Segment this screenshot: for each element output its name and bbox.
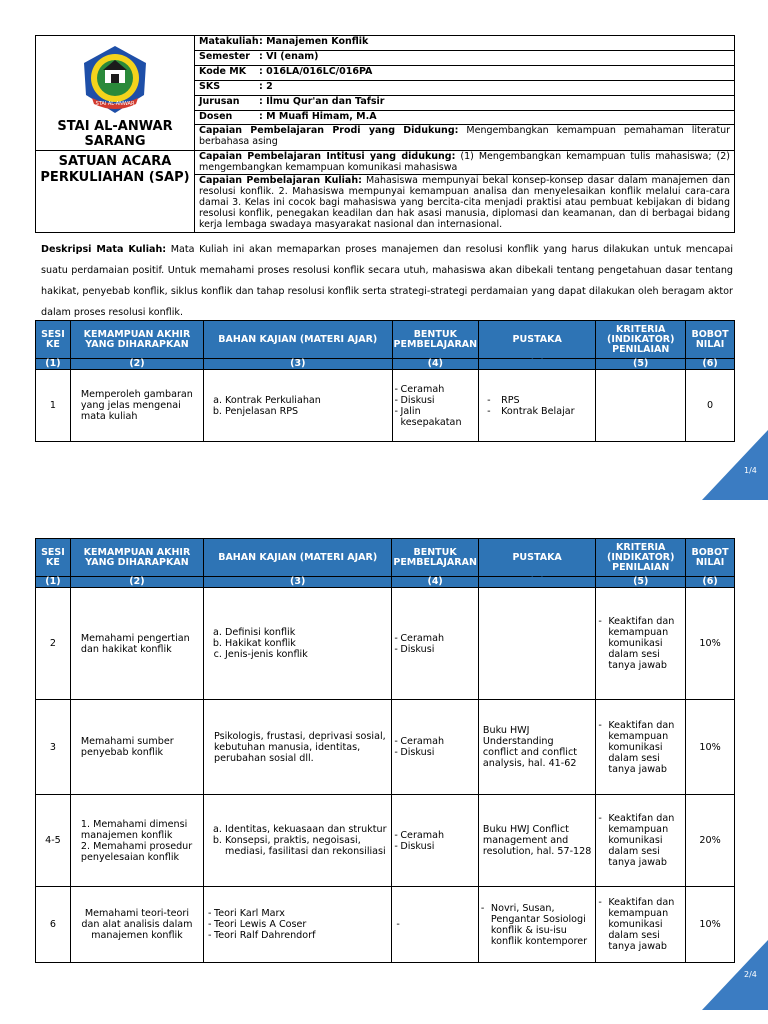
list-item: - Keaktifan dan kemampuan komunikasi dalam sesi tanya jawab <box>598 897 683 952</box>
kemampuan-cell <box>70 795 203 887</box>
col-num-2: (2) <box>70 577 203 588</box>
list-item: - Diskusi <box>394 841 476 852</box>
sesi-cell: 4-5 <box>36 795 71 887</box>
bobot-cell: 10% <box>686 700 735 795</box>
schedule-table-page1 <box>35 320 735 442</box>
col-num-1: (1) <box>36 577 71 588</box>
col-bobot: BOBOT NILAI <box>686 321 735 359</box>
bobot-cell: 20% <box>686 795 735 887</box>
table-row <box>36 700 735 795</box>
page-corner-2 <box>702 940 768 1010</box>
row-kode-mk <box>195 65 735 80</box>
dosen-label: Dosen <box>199 110 233 122</box>
sap-title: SATUAN ACARA PERKULIAHAN (SAP) <box>40 154 190 185</box>
col-num-4: (4) <box>392 577 479 588</box>
kemampuan-cell: Memahami pengertian dan hakikat konflik <box>70 588 203 700</box>
cp-institusi-text: (1) Mengembangkan kemampuan tulis mahasiswa; (2) mengembangkan kemampuan komunikasi mahasiswa <box>199 151 730 173</box>
cp-prodi-label: Capaian Pembelajaran Prodi yang Didukung: <box>199 125 459 137</box>
list-item: a. Definisi konflik <box>225 627 387 638</box>
kemampuan-cell: Memperoleh gambaran yang jelas mengenai mata kuliah <box>70 370 203 442</box>
semester-value: : VI (enam) <box>259 50 319 62</box>
row-sks <box>195 80 735 95</box>
bentuk-cell <box>392 588 479 700</box>
col-num-1: (1) <box>36 359 71 370</box>
sks-value: : 2 <box>259 80 273 92</box>
col-bentuk: BENTUK PEMBELAJARAN <box>392 539 479 577</box>
col-sesi: SESI KE <box>36 539 71 577</box>
list-item: a. Identitas, kekuasaan dan struktur <box>225 824 387 835</box>
col-bentuk: BENTUK PEMBELAJARAN <box>392 321 479 359</box>
list-item: - Ceramah <box>394 830 476 841</box>
list-item: - Diskusi <box>394 644 476 655</box>
cp-institusi-cell <box>195 151 735 175</box>
list-item: - Teori Ralf Dahrendorf <box>208 930 387 941</box>
col-kriteria: KRITERIA (INDIKATOR) PENILAIAN <box>596 539 686 577</box>
bentuk-cell: - <box>392 887 479 963</box>
kriteria-cell <box>596 795 686 887</box>
bahan-cell: Psikologis, frustasi, deprivasi sosial, kebutuhan manusia, identitas, perubahan sosial dll. <box>204 700 392 795</box>
col-pustaka: PUSTAKA <box>479 321 596 359</box>
list-item: b. Konsepsi, praktis, negoisasi, mediasi, fasilitasi dan rekonsiliasi <box>225 835 387 857</box>
list-item: - Keaktifan dan kemampuan komunikasi dalam sesi tanya jawab <box>598 813 683 868</box>
bobot-cell: 10% <box>686 887 735 963</box>
table-row <box>36 887 735 963</box>
sesi-cell: 6 <box>36 887 71 963</box>
bahan-cell <box>204 588 392 700</box>
cp-prodi-cell <box>195 125 735 151</box>
kemampuan-cell: Memahami sumber penyebab konflik <box>70 700 203 795</box>
list-item: - Novri, Susan, Pengantar Sosiologi konflik & isu-isu konflik kontemporer <box>481 903 593 947</box>
jurusan-value: : Ilmu Qur'an dan Tafsir <box>259 95 385 107</box>
list-item: - Jalin kesepakatan <box>395 406 477 428</box>
pustaka-cell: Buku HWJ Conflict management and resolution, hal. 57-128 <box>478 795 595 887</box>
col-bahan: BAHAN KAJIAN (MATERI AJAR) <box>204 539 392 577</box>
list-item: b. Penjelasan RPS <box>225 406 388 417</box>
table-row <box>36 795 735 887</box>
list-item: - Kontrak Belajar <box>487 406 591 417</box>
kode-mk-label: Kode MK <box>199 65 247 77</box>
list-item: - Teori Karl Marx <box>208 908 387 919</box>
pustaka-cell <box>479 370 596 442</box>
row-dosen <box>195 110 735 125</box>
col-kemampuan: KEMAMPUAN AKHIR YANG DIHARAPKAN <box>70 321 203 359</box>
col-bobot: BOBOT NILAI <box>686 539 735 577</box>
bentuk-cell <box>392 795 479 887</box>
description-label: Deskripsi Mata Kuliah: <box>41 244 167 255</box>
institution-cell <box>36 36 195 151</box>
list-item: - Ceramah <box>395 384 477 395</box>
bentuk-cell <box>392 370 479 442</box>
col-num-3: (3) <box>204 577 392 588</box>
bahan-cell <box>204 370 393 442</box>
list-item: c. Jenis-jenis konflik <box>225 649 387 660</box>
matakuliah-label: Matakuliah <box>199 36 259 47</box>
cp-prodi-text: Mengembangkan kemampuan pemahaman literatur berbahasa asing <box>199 125 730 148</box>
page-number-1: 1/4 <box>744 466 757 475</box>
kode-mk-value: : 016LA/016LC/016PA <box>259 65 373 77</box>
col-num-6: (5) <box>596 359 686 370</box>
sesi-cell: 3 <box>36 700 71 795</box>
bentuk-cell <box>392 700 479 795</box>
bahan-cell <box>204 887 392 963</box>
list-item: 2. Memahami prosedur penyelesaian konflik <box>80 840 193 863</box>
page-number-2: 2/4 <box>744 970 757 979</box>
col-num-5: (4) <box>479 359 596 370</box>
list-item: - RPS <box>487 395 591 406</box>
course-info-table <box>35 35 735 233</box>
kriteria-cell <box>596 370 686 442</box>
cp-kuliah-cell <box>195 175 735 233</box>
matakuliah-value: : Manajemen Konflik <box>259 36 369 47</box>
row-matakuliah <box>195 36 735 51</box>
kemampuan-cell: Memahami teori-teori dan alat analisis dalam manajemen konflik <box>70 887 203 963</box>
col-num-7: (6) <box>686 577 735 588</box>
cp-institusi-label: Capaian Pembelajaran Intitusi yang didukung: <box>199 151 456 162</box>
col-pustaka: PUSTAKA <box>478 539 595 577</box>
pustaka-cell <box>478 588 595 700</box>
dosen-value: : M Muafi Himam, M.A <box>259 110 377 122</box>
list-item: - Ceramah <box>394 633 476 644</box>
list-item: - Ceramah <box>394 736 476 747</box>
schedule-table-page2 <box>35 538 735 963</box>
col-kriteria: KRITERIA (INDIKATOR) PENILAIAN <box>596 321 686 359</box>
course-description <box>41 239 733 323</box>
bobot-cell: 10% <box>686 588 735 700</box>
table-row <box>36 370 735 442</box>
cp-kuliah-text: Mahasiswa mempunyai bekal konsep-konsep dasar dalam manajemen dan resolusi konflik. 2. Mahasiswa mempunyai kemampuan analisa dan menyelesaikan konflik melalui cara-cara damai 3. Kelas ini cocok bagi mahasiswa yang bercita-cita menjadi praktisi atau pembuat kebijakan di bidang resolusi konflik, penegakan keadilan dan hak asasi manusia, diplomasi dan keamanan, dan di berbagai bidang kerja lembaga swadaya masyarakat nasional dan internasional. <box>199 175 731 230</box>
list-item: - Keaktifan dan kemampuan komunikasi dalam sesi tanya jawab <box>598 616 683 671</box>
semester-label: Semester <box>199 50 250 62</box>
col-num-6: (5) <box>596 577 686 588</box>
list-item: - Diskusi <box>394 747 476 758</box>
col-num-5: (4) <box>478 577 595 588</box>
col-num-7: (6) <box>686 359 735 370</box>
page-corner-1 <box>702 430 768 500</box>
kriteria-cell <box>596 588 686 700</box>
list-item: - Keaktifan dan kemampuan komunikasi dalam sesi tanya jawab <box>598 720 683 775</box>
sks-label: SKS <box>199 80 221 92</box>
description-text: Mata Kuliah ini akan memaparkan proses manajemen dan resolusi konflik yang harus dilakukan untuk mencapai suatu perdamaian positif. Untuk memahami proses resolusi konflik secara utuh, mahasiswa akan dibekali tentang pengetahuan dasar tentang hakikat, penyebab konflik, siklus konflik dan tahap resolusi konflik serta strategi-strategi perdamaian yang dapat dilakukan oleh beragam aktor dalam proses resolusi konflik. <box>41 244 733 318</box>
list-item: - Teori Lewis A Coser <box>208 919 387 930</box>
cp-kuliah-label: Capaian Pembelajaran Kuliah: <box>199 175 362 186</box>
sesi-cell: 2 <box>36 588 71 700</box>
col-kemampuan: KEMAMPUAN AKHIR YANG DIHARAPKAN <box>70 539 203 577</box>
col-sesi: SESI KE <box>36 321 71 359</box>
col-num-4: (4) <box>392 359 479 370</box>
pustaka-cell: Buku HWJ Understanding conflict and conflict analysis, hal. 41-62 <box>478 700 595 795</box>
list-item: b. Hakikat konflik <box>225 638 387 649</box>
sesi-cell: 1 <box>36 370 71 442</box>
logo-ribbon-text: STAI AL-ANWAR <box>95 101 135 107</box>
kriteria-cell <box>596 887 686 963</box>
bobot-cell: 0 <box>686 370 735 442</box>
pustaka-cell <box>478 887 595 963</box>
list-item: 1. Memahami dimensi manajemen konflik <box>80 818 188 841</box>
table-row <box>36 588 735 700</box>
list-item: - Diskusi <box>395 395 477 406</box>
sap-title-cell <box>36 151 195 233</box>
bahan-cell <box>204 795 392 887</box>
row-jurusan <box>195 95 735 110</box>
row-semester <box>195 50 735 65</box>
col-num-3: (3) <box>204 359 393 370</box>
list-item: a. Kontrak Perkuliahan <box>225 395 388 406</box>
kriteria-cell <box>596 700 686 795</box>
col-bahan: BAHAN KAJIAN (MATERI AJAR) <box>204 321 393 359</box>
jurusan-label: Jurusan <box>199 95 240 107</box>
college-logo-icon <box>78 43 152 117</box>
institution-name: STAI AL-ANWAR SARANG <box>57 119 173 149</box>
col-num-2: (2) <box>70 359 203 370</box>
